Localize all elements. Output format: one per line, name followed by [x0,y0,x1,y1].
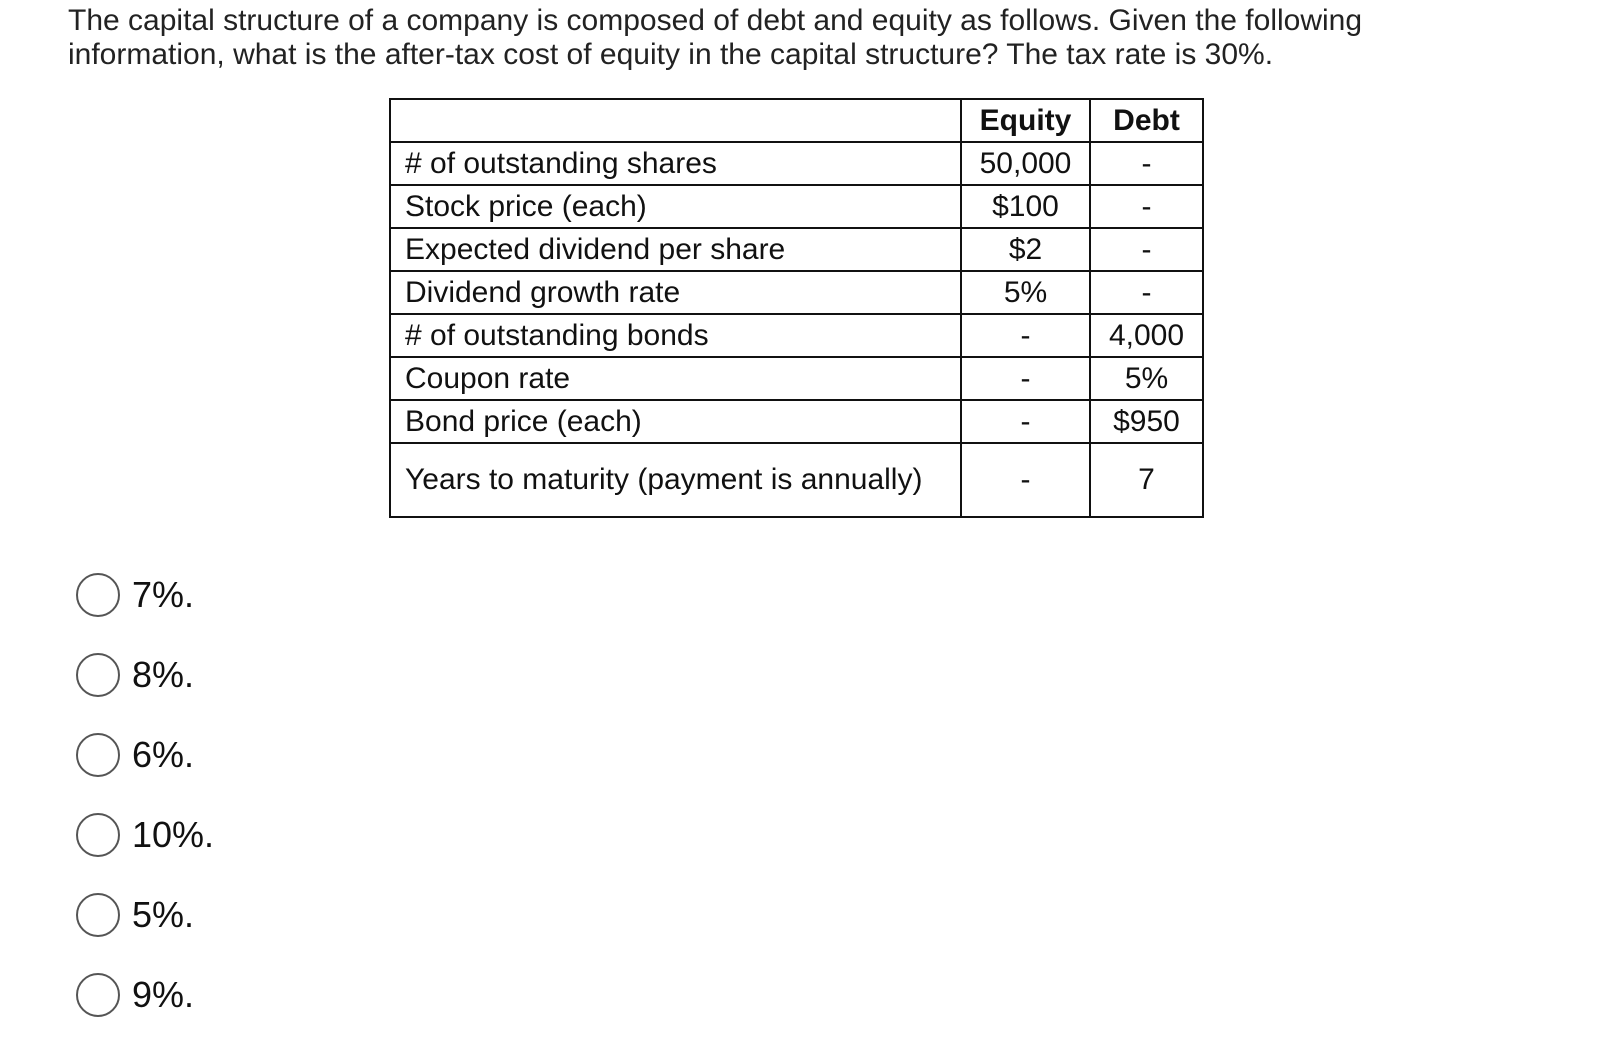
table-row [390,443,1203,517]
row-equity-value: $100 [961,185,1090,228]
row-equity-value: - [961,400,1090,443]
row-label: Bond price (each) [390,400,961,443]
header-debt: Debt [1090,99,1203,142]
row-debt-value: $950 [1090,400,1203,443]
question-line-1: The capital structure of a company is composed of debt and equity as follows. Given the following [68,4,1363,37]
capital-structure-table-container [389,98,1204,518]
row-equity-value: 5% [961,271,1090,314]
row-label: Stock price (each) [390,185,961,228]
answer-options [76,572,214,1052]
answer-option-label[interactable]: 6%. [132,734,195,775]
row-debt-value: - [1090,142,1203,185]
row-label: Dividend growth rate [390,271,961,314]
row-equity-value: 50,000 [961,142,1090,185]
answer-option-d[interactable] [76,812,214,858]
radio-button-icon[interactable] [76,733,120,777]
question-line-2: information, what is the after-tax cost of equity in the capital structure? The tax rate is 30%. [68,38,1274,71]
radio-button-icon[interactable] [76,813,120,857]
table-row [390,228,1203,271]
answer-option-f[interactable] [76,972,214,1018]
radio-button-icon[interactable] [76,573,120,617]
answer-option-label[interactable]: 5%. [132,894,195,935]
answer-option-c[interactable] [76,732,214,778]
row-label: # of outstanding bonds [390,314,961,357]
question-text [68,4,1568,72]
table-row [390,357,1203,400]
row-equity-value: - [961,314,1090,357]
row-label: Years to maturity (payment is annually) [390,443,961,517]
header-blank [390,99,961,142]
answer-option-label[interactable]: 7%. [132,574,195,615]
radio-button-icon[interactable] [76,973,120,1017]
capital-structure-table [389,98,1204,518]
row-debt-value: 7 [1090,443,1203,517]
row-label: Expected dividend per share [390,228,961,271]
answer-option-label[interactable]: 9%. [132,974,195,1015]
row-debt-value: - [1090,271,1203,314]
table-header-row [390,99,1203,142]
row-debt-value: 4,000 [1090,314,1203,357]
table-row [390,314,1203,357]
row-equity-value: $2 [961,228,1090,271]
row-debt-value: - [1090,228,1203,271]
answer-option-label[interactable]: 10%. [132,814,215,855]
row-label: Coupon rate [390,357,961,400]
row-label: # of outstanding shares [390,142,961,185]
table-row [390,400,1203,443]
table-row [390,185,1203,228]
answer-option-b[interactable] [76,652,214,698]
table-row [390,271,1203,314]
row-equity-value: - [961,443,1090,517]
row-debt-value: 5% [1090,357,1203,400]
radio-button-icon[interactable] [76,653,120,697]
table-row [390,142,1203,185]
header-equity: Equity [961,99,1090,142]
answer-option-e[interactable] [76,892,214,938]
answer-option-label[interactable]: 8%. [132,654,195,695]
radio-button-icon[interactable] [76,893,120,937]
answer-option-a[interactable] [76,572,214,618]
row-debt-value: - [1090,185,1203,228]
row-equity-value: - [961,357,1090,400]
